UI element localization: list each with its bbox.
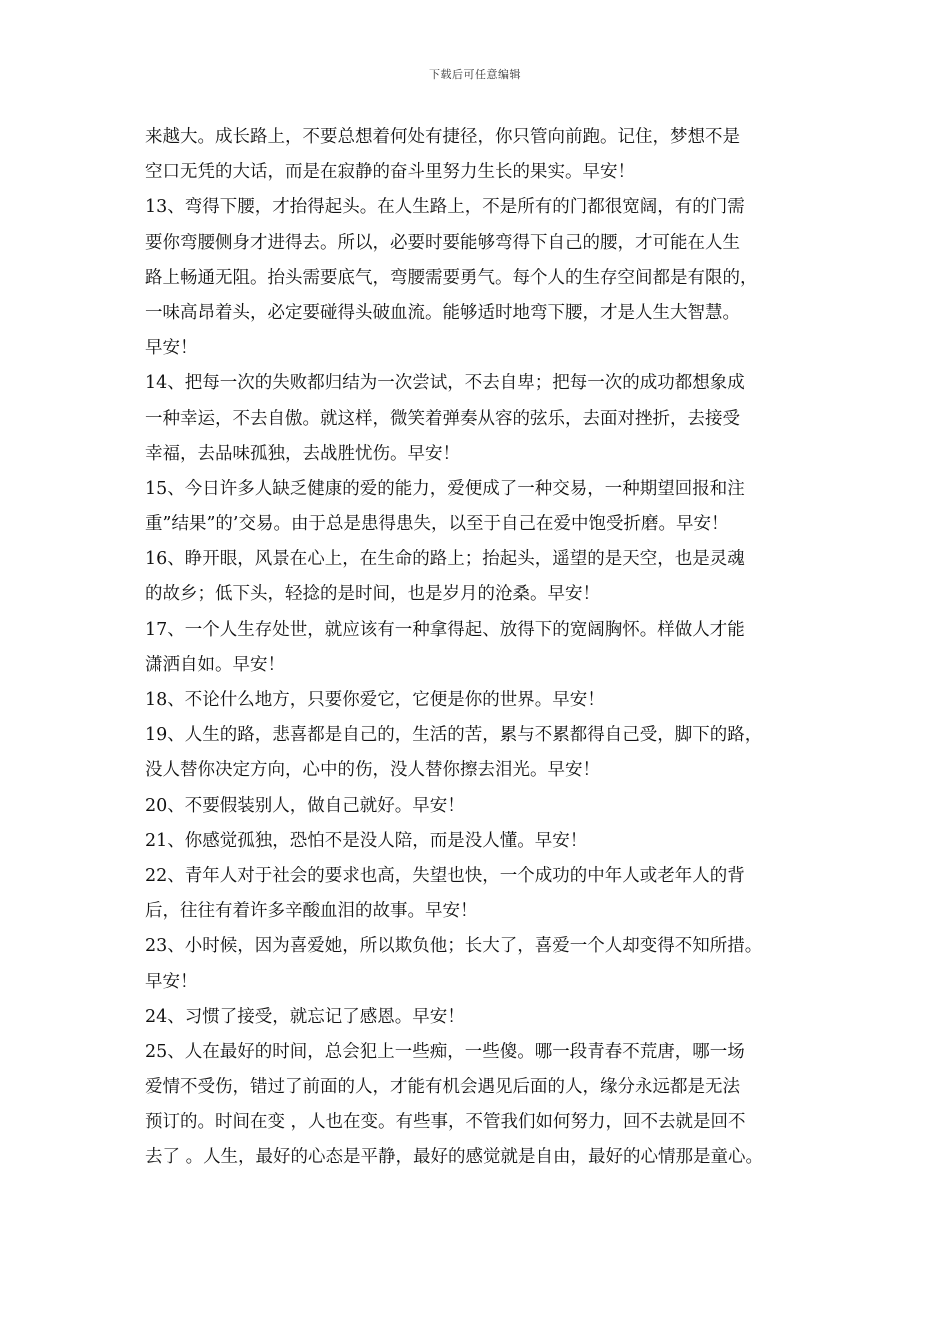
text-line: 来越大。成长路上，不要总想着何处有捷径，你只管向前跑。记住，梦想不是 — [145, 127, 740, 147]
text-line: 13、弯得下腰，才抬得起头。在人生路上，不是所有的门都很宽阔，有的门需 — [145, 197, 745, 218]
text-line: 25、人在最好的时间，总会犯上一些痴，一些傻。哪一段青春不荒唐，哪一场 — [145, 1041, 745, 1062]
text-line: 没人替你决定方向，心中的伤，没人替你擦去泪光。早安！ — [145, 760, 600, 781]
text-line: 24、习惯了接受，就忘记了感恩。早安！ — [145, 1006, 465, 1027]
text-line: 幸福，去品味孤独，去战胜忧伤。早安！ — [145, 443, 460, 464]
text-line: 21、你感觉孤独，恐怕不是没人陪，而是没人懂。早安！ — [145, 830, 588, 851]
text-line: 预订的。时间在变 ，人也在变。有些事，不管我们如何努力，回不去就是回不 — [145, 1112, 746, 1133]
text-line: 22、青年人对于社会的要求也高，失望也快，一个成功的中年人或老年人的背 — [145, 865, 745, 886]
text-line: 20、不要假装别人，做自己就好。早安！ — [145, 795, 465, 816]
text-line: 15、今日许多人缺乏健康的爱的能力，爱便成了一种交易，一种期望回报和注 — [145, 478, 745, 499]
text-line: 早安！ — [145, 971, 198, 992]
text-line: 空口无凭的大话，而是在寂静的奋斗里努力生长的果实。早安！ — [145, 162, 635, 183]
text-line: 的故乡；低下头，轻捻的是时间，也是岁月的沧桑。早安！ — [145, 584, 600, 605]
text-line: 早安！ — [145, 338, 198, 359]
text-line: 路上畅通无阻。抬头需要底气，弯腰需要勇气。每个人的生存空间都是有限的， — [145, 267, 758, 288]
text-line: 重”结果”的’交易。由于总是患得患失，以至于自己在爱中饱受折磨。早安！ — [145, 514, 729, 535]
text-line: 爱情不受伤，错过了前面的人，才能有机会遇见后面的人，缘分永远都是无法 — [145, 1077, 740, 1098]
text-line: 23、小时候，因为喜爱她，所以欺负他；长大了，喜爱一个人却变得不知所措。 — [145, 936, 763, 957]
text-line: 18、不论什么地方，只要你爱它，它便是你的世界。早安！ — [145, 690, 605, 710]
text-line: 去了 。人生，最好的心态是平静，最好的感觉就是自由，最好的心情那是童心。 — [145, 1147, 764, 1168]
text-line: 后，往往有着许多辛酸血泪的故事。早安！ — [145, 901, 478, 922]
text-line: 19、人生的路，悲喜都是自己的，生活的苦，累与不累都得自己受，脚下的路， — [145, 725, 763, 746]
text-line: 一种幸运，不去自傲。就这样，微笑着弹奏从容的弦乐，去面对挫折，去接受 — [145, 408, 740, 429]
text-line: 17、一个人生存处世，就应该有一种拿得起、放得下的宽阔胸怀。样做人才能 — [145, 619, 745, 640]
text-line: 14、把每一次的失败都归结为一次尝试，不去自卑；把每一次的成功都想象成 — [145, 373, 745, 394]
text-line: 16、睁开眼，风景在心上，在生命的路上；抬起头，遥望的是天空，也是灵魂 — [145, 549, 745, 570]
text-line: 潇洒自如。早安！ — [145, 654, 285, 675]
page-header: 下载后可任意编辑 — [429, 68, 521, 81]
document-body — [145, 120, 835, 1176]
text-line: 一味高昂着头，必定要碰得头破血流。能够适时地弯下腰，才是人生大智慧。 — [145, 302, 740, 323]
text-line: 要你弯腰侧身才进得去。所以，必要时要能够弯得下自己的腰，才可能在人生 — [145, 232, 740, 253]
